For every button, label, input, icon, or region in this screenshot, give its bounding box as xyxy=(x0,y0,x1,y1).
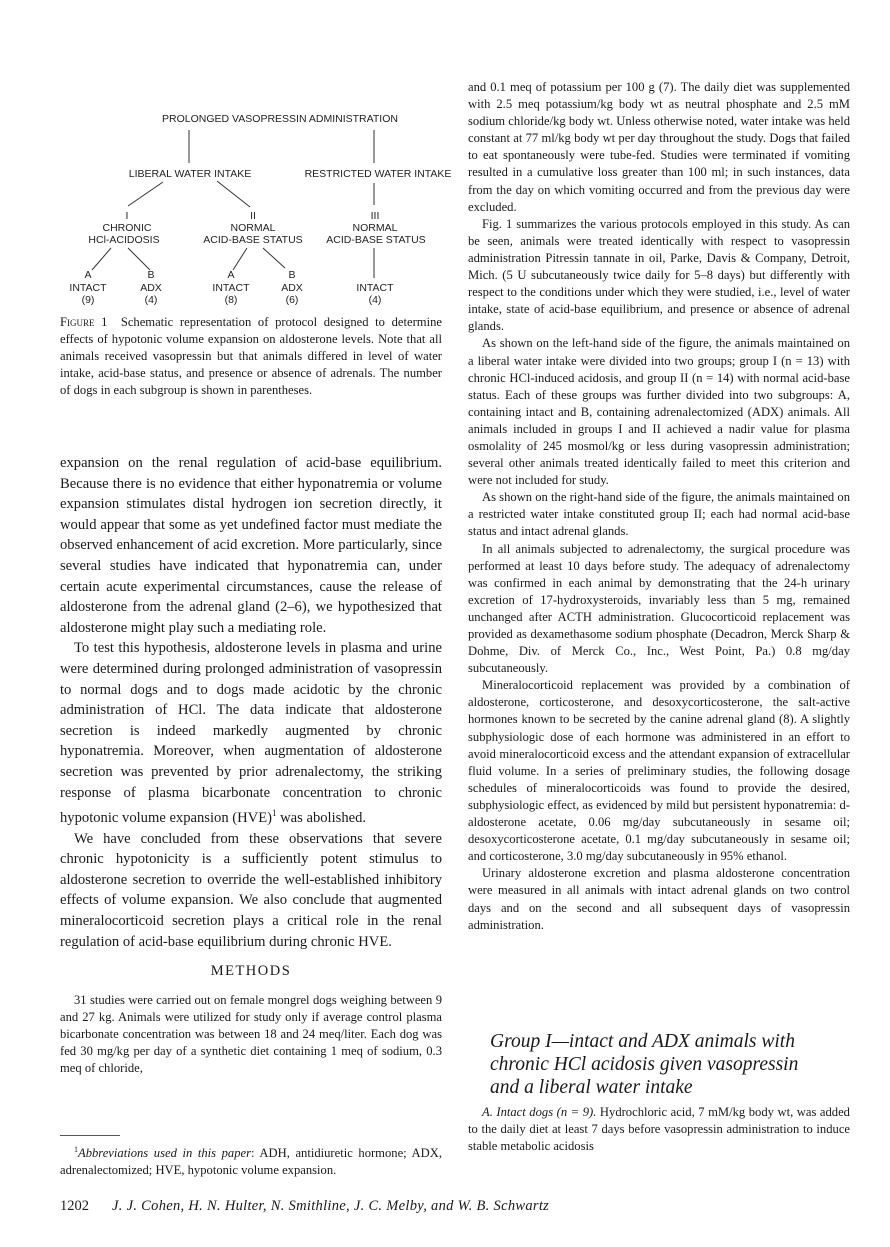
g2b-label: ADX xyxy=(281,282,303,294)
paragraph: expansion on the renal regulation of acid-base equilibrium. Because there is no evidence that either hyponatremia or volume expansion stimulates distal hydrogen ion secretion directly, it would appear that some as yet undefined factor must mediate the observed enhancement of acid excretion. More particularly, since several studies have indicated that hyponatremia can, under certain acute experimental circumstances, cause the release of aldosterone from the adrenal gland (2–6), we hypothesized that aldosterone might play such a mediating role. xyxy=(60,455,442,636)
group1-line1: CHRONIC xyxy=(102,222,152,234)
g1b-label: ADX xyxy=(140,282,162,294)
group2-line2: ACID-BASE STATUS xyxy=(203,234,303,246)
g1b-letter: B xyxy=(147,269,155,281)
paragraph: and 0.1 meq of potassium per 100 g (7). The daily diet was supplemented with 2.5 meq potassium/kg body wt as neutral phosphate and 2.5 mM sodium chloride/kg body wt. Unless otherwise noted, water intake was held constant at 77 ml/kg body wt per day throughout the study. Dogs that failed to eat spontaneously were tube-fed. Studies were terminated if vomiting resulted in a cumulative loss greater than 100 ml; in such instances, data from the day on which vomiting occurred and from the previous day were excluded. xyxy=(468,80,850,214)
connector xyxy=(128,248,150,270)
right-column-body xyxy=(468,79,850,934)
figure-1-diagram xyxy=(0,0,460,320)
g2a-letter: A xyxy=(227,269,235,281)
paragraph: Fig. 1 summarizes the various protocols employed in this study. As can be seen, animals were treated identically with respect to vasopressin administration Pitressin tannate in oil, Parke, Davis & Company, Detroit, Mich. (5 U subcutaneously twice daily for 5–8 days) but differently with respect to the conditions under which they were studied, i.e., level of water intake, state of acid-base equilibrium, and presence or absence of adrenal glands. xyxy=(468,216,850,334)
paragraph: Mineralocorticoid replacement was provided by a combination of aldosterone, corticosterone, and desoxycorticosterone, the salt-active hormones known to be secreted by the canine adrenal gland (8). A slightly subphysiologic dose of each hormone was administered in an effort to avoid mineralocorticoid excess and the attendant expansion of extracellular fluid volume. In a series of preliminary studies, the following dosage schedules of mineralocorticoids was found to provide the desired, subphysiologic effect, as evidenced by mild but persistent hyponatremia: d-aldosterone acetate, 0.06 mg/day subcutaneously in sesame oil; desoxycorticosterone acetate, 0.1 mg/day subcutaneously in sesame oil; and corticosterone, 3.0 mg/day subcutaneously in 95% ethanol. xyxy=(468,678,850,864)
group3-num: III xyxy=(370,210,380,222)
g2b-n: (6) xyxy=(285,294,299,306)
g2a-n: (8) xyxy=(224,294,238,306)
group2-line1: NORMAL xyxy=(230,222,276,234)
footnote: $^1$Abbreviations used in this paper: ADH, antidiuretic hormone; ADX, adrenalectomized; HVE, hypotonic volume expansion. xyxy=(60,1145,442,1178)
section-body: A. Intact dogs (n = 9). Hydrochloric acid, 7 mM/kg body wt, was added to the daily diet at least 7 days before vasopressin administration to induce stable metabolic acidosis xyxy=(468,1105,850,1154)
group1-num: I xyxy=(125,210,129,222)
paragraph: To test this hypothesis, aldosterone levels in plasma and urine were determined during prolonged administration of vasopressin to normal dogs and to dogs made acidotic by the chronic administration of HCl. The data indicate that aldosterone secretion is indeed markedly augmented by chronic hyponatremia. Moreover, when augmentation of aldosterone secretion was prevented by prior adrenalectomy, the striking response of plasma bicarbonate concentration to chronic hypotonic volume expansion (HVE)$^1$ was abolished. xyxy=(60,640,442,826)
methods-body xyxy=(60,992,442,1077)
connector xyxy=(263,248,285,268)
page-number: 1202 xyxy=(60,1198,89,1214)
caption-label: Figure 1 xyxy=(60,315,108,329)
paragraph: We have concluded from these observations that severe chronic hypotonicity is a sufficiently potent stimulus to aldosterone secretion to override the well-established inhibitory effects of volume expansion. We also conclude that augmented mineralocorticoid secretion plays a critical role in the renal regulation of acid-base equilibrium during chronic HVE. xyxy=(60,830,442,950)
group1-line2: HCl-ACIDOSIS xyxy=(88,234,160,246)
section-heading: Group I—intact and ADX animals with chronic HCl acidosis given vasopressin and a liberal water intake xyxy=(490,1031,799,1098)
paragraph: Urinary aldosterone excretion and plasma aldosterone concentration were measured in all animals with intact adrenal glands on two control days and on the second and all subsequent days of vasopressin administration. xyxy=(468,866,850,932)
g2a-label: INTACT xyxy=(212,282,250,294)
connector xyxy=(128,182,163,206)
paragraph: As shown on the right-hand side of the figure, the animals maintained on a restricted water intake constituted group II; each had normal acid-base status and intact adrenal glands. xyxy=(468,490,850,539)
diagram-restricted: RESTRICTED WATER INTAKE xyxy=(304,168,452,180)
connector xyxy=(92,248,111,270)
g2b-letter: B xyxy=(288,269,296,281)
figure-caption xyxy=(60,314,442,399)
group3-line2: ACID-BASE STATUS xyxy=(326,234,426,246)
caption-text: Schematic representation of protocol designed to determine effects of hypotonic volume expansion on aldosterone levels. Note that all animals received vasopressin but that animals differed in level of water intake, acid-base status, and presence or absence of adrenals. The number of dogs in each subgroup is shown in parentheses. xyxy=(60,315,442,398)
g1a-label: INTACT xyxy=(69,282,107,294)
diagram-root: PROLONGED VASOPRESSIN ADMINISTRATION xyxy=(162,113,398,125)
g3-n: (4) xyxy=(368,294,382,306)
g1b-n: (4) xyxy=(144,294,158,306)
methods-heading: METHODS xyxy=(210,963,292,979)
connector xyxy=(217,181,250,207)
footnote-divider xyxy=(60,1135,120,1136)
g1a-letter: A xyxy=(84,269,92,281)
left-column-body xyxy=(60,453,442,952)
paragraph: 31 studies were carried out on female mongrel dogs weighing between 9 and 27 kg. Animals were utilized for study only if average control plasma bicarbonate concentration was between 18 and 24 meq/liter. Each dog was fed 30 mg/kg per day of a synthetic diet containing 1 meq of sodium, 0.3 meq of chloride, xyxy=(60,993,442,1076)
group2-num: II xyxy=(250,210,256,222)
g1a-n: (9) xyxy=(81,294,95,306)
group3-line1: NORMAL xyxy=(352,222,398,234)
paragraph: In all animals subjected to adrenalectomy, the surgical procedure was performed at least 10 days before study. The adequacy of adrenalectomy was confirmed in each animal by demonstrating that the 24-h urinary excretion of 17-hydroxysteroids, invariably less than 5 mg, remained unchanged after ACTH administration. Glucocorticoid replacement was provided as dexamethasome sodium phosphate (Decadron, Merck Sharp & Dohme, Div. of Merck Co., Inc., West Point, Pa.) 0.8 mg/day subcutaneously. xyxy=(468,541,850,676)
connector xyxy=(233,248,247,270)
author-line: J. J. Cohen, H. N. Hulter, N. Smithline, J. C. Melby, and W. B. Schwartz xyxy=(112,1198,550,1214)
g3-label: INTACT xyxy=(356,282,394,294)
paragraph: As shown on the left-hand side of the figure, the animals maintained on a liberal water intake were divided into two groups; group I (n = 13) with chronic HCl-induced acidosis, and group II (n = 14) with normal acid-base status. Each of these groups was further divided into two subgroups: A, containing intact and B, containing adrenalectomized (ADX) animals. All animals included in groups I and II achieved a nadir value for plasma osmolality of 245 mosmol/kg or less during vasopressin administration; several other animals treated identically failed to meet this criterion and were not included for study. xyxy=(468,336,850,488)
diagram-liberal: LIBERAL WATER INTAKE xyxy=(128,168,252,180)
